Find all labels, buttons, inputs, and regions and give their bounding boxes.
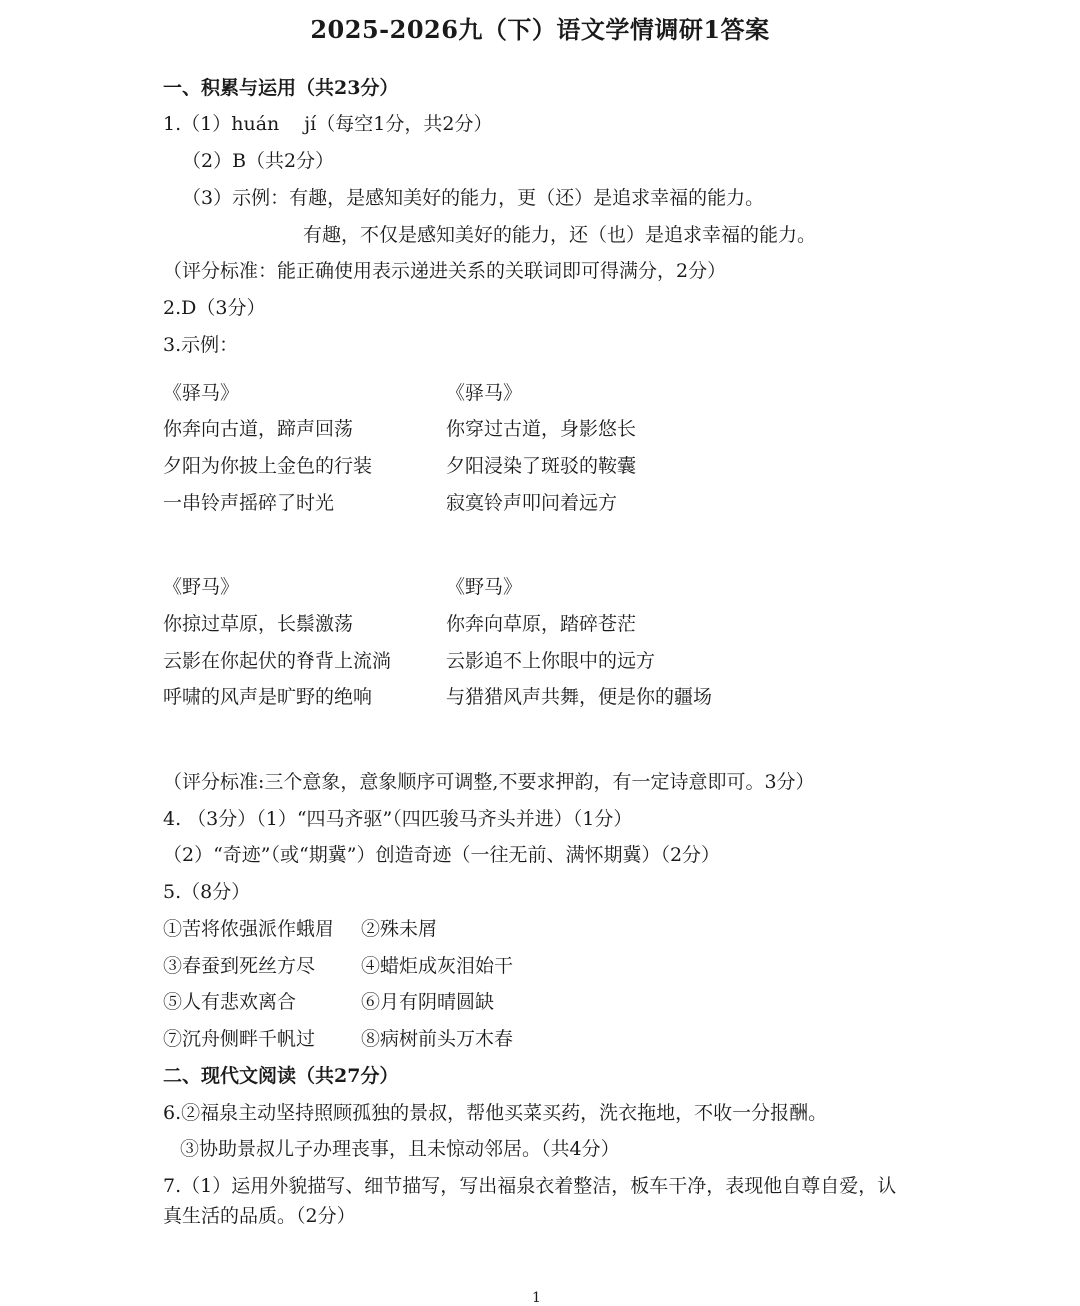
q5-item-3: ③春蚕到死丝方尽 xyxy=(163,955,316,977)
q7-part1: 7.（1）运用外貌描写、细节描写，写出福泉衣着整洁，板车干净，表现他自尊自爱，认真生活的品质。（2分） xyxy=(163,1175,897,1227)
poem1-left-line2: 夕阳为你披上金色的行装 xyxy=(163,455,373,477)
poem2-right-line2: 云影追不上你眼中的远方 xyxy=(446,650,656,672)
q5-item-4: ④蜡炬成灰泪始干 xyxy=(361,955,514,977)
q5-item-8: ⑧病树前头万木春 xyxy=(361,1028,514,1050)
poem2-right-line3: 与猎猎风声共舞，便是你的疆场 xyxy=(446,686,713,708)
poem2-left-line1: 你掠过草原，长鬃激荡 xyxy=(163,613,354,635)
poem2-right-line1: 你奔向草原，踏碎苍茫 xyxy=(446,613,637,635)
q5-item-2: ②殊未屑 xyxy=(361,918,438,940)
q4-part2: （2）“奇迹”（或“期冀”）创造奇迹（一往无前、满怀期冀）（2分） xyxy=(163,844,721,866)
q6-part2: ③协助景叔儿子办理丧事，且未惊动邻居。（共4分） xyxy=(180,1138,620,1160)
poem1-left-line3: 一串铃声摇碎了时光 xyxy=(163,492,335,514)
q5-item-5: ⑤人有悲欢离合 xyxy=(163,991,297,1013)
section1-heading: 一、积累与运用（共23分） xyxy=(163,77,399,99)
poem1-right-line2: 夕阳浸染了斑驳的鞍囊 xyxy=(446,455,637,477)
q3-label: 3.示例： xyxy=(163,334,239,356)
poem1-right-line1: 你穿过古道，身影悠长 xyxy=(446,418,637,440)
q1-criteria: （评分标准：能正确使用表示递进关系的关联词即可得满分，2分） xyxy=(163,260,727,282)
q5-label: 5.（8分） xyxy=(163,881,251,903)
poem1-right-line3: 寂寞铃声叩问着远方 xyxy=(446,492,618,514)
q3-criteria: （评分标准:三个意象，意象顺序可调整,不要求押韵，有一定诗意即可。3分） xyxy=(163,771,815,793)
q5-item-7: ⑦沉舟侧畔千帆过 xyxy=(163,1028,316,1050)
q5-item-1: ①苦将侬强派作蛾眉 xyxy=(163,918,335,940)
page-number: 1 xyxy=(532,1290,541,1306)
q1-part2: （2）B（共2分） xyxy=(182,150,335,172)
q1-part3-example2: 有趣，不仅是感知美好的能力，还（也）是追求幸福的能力。 xyxy=(303,224,817,246)
q1-part1: 1.（1）huán jí（每空1分，共2分） xyxy=(163,113,493,135)
poem1-left-title: 《驿马》 xyxy=(163,382,240,404)
q1-part3-example1: （3）示例：有趣，是感知美好的能力，更（还）是追求幸福的能力。 xyxy=(182,187,765,209)
section2-heading: 二、现代文阅读（共27分） xyxy=(163,1065,399,1087)
poem1-left-line1: 你奔向古道，蹄声回荡 xyxy=(163,418,354,440)
q5-item-6: ⑥月有阴晴圆缺 xyxy=(361,991,495,1013)
poem2-left-line3: 呼啸的风声是旷野的绝响 xyxy=(163,686,373,708)
page-title: 2025-2026九（下）语文学情调研1答案 xyxy=(310,15,770,44)
poem2-left-line2: 云影在你起伏的脊背上流淌 xyxy=(163,650,392,672)
poem1-right-title: 《驿马》 xyxy=(446,382,523,404)
q4-part1: 4. （3分）（1）“四马齐驱”（四匹骏马齐头并进）（1分） xyxy=(163,808,633,830)
q2-answer: 2.D（3分） xyxy=(163,297,266,319)
q6-part1: 6.②福泉主动坚持照顾孤独的景叔，帮他买菜买药，洗衣拖地，不收一分报酬。 xyxy=(163,1102,828,1124)
poem2-right-title: 《野马》 xyxy=(446,576,523,598)
poem2-left-title: 《野马》 xyxy=(163,576,240,598)
